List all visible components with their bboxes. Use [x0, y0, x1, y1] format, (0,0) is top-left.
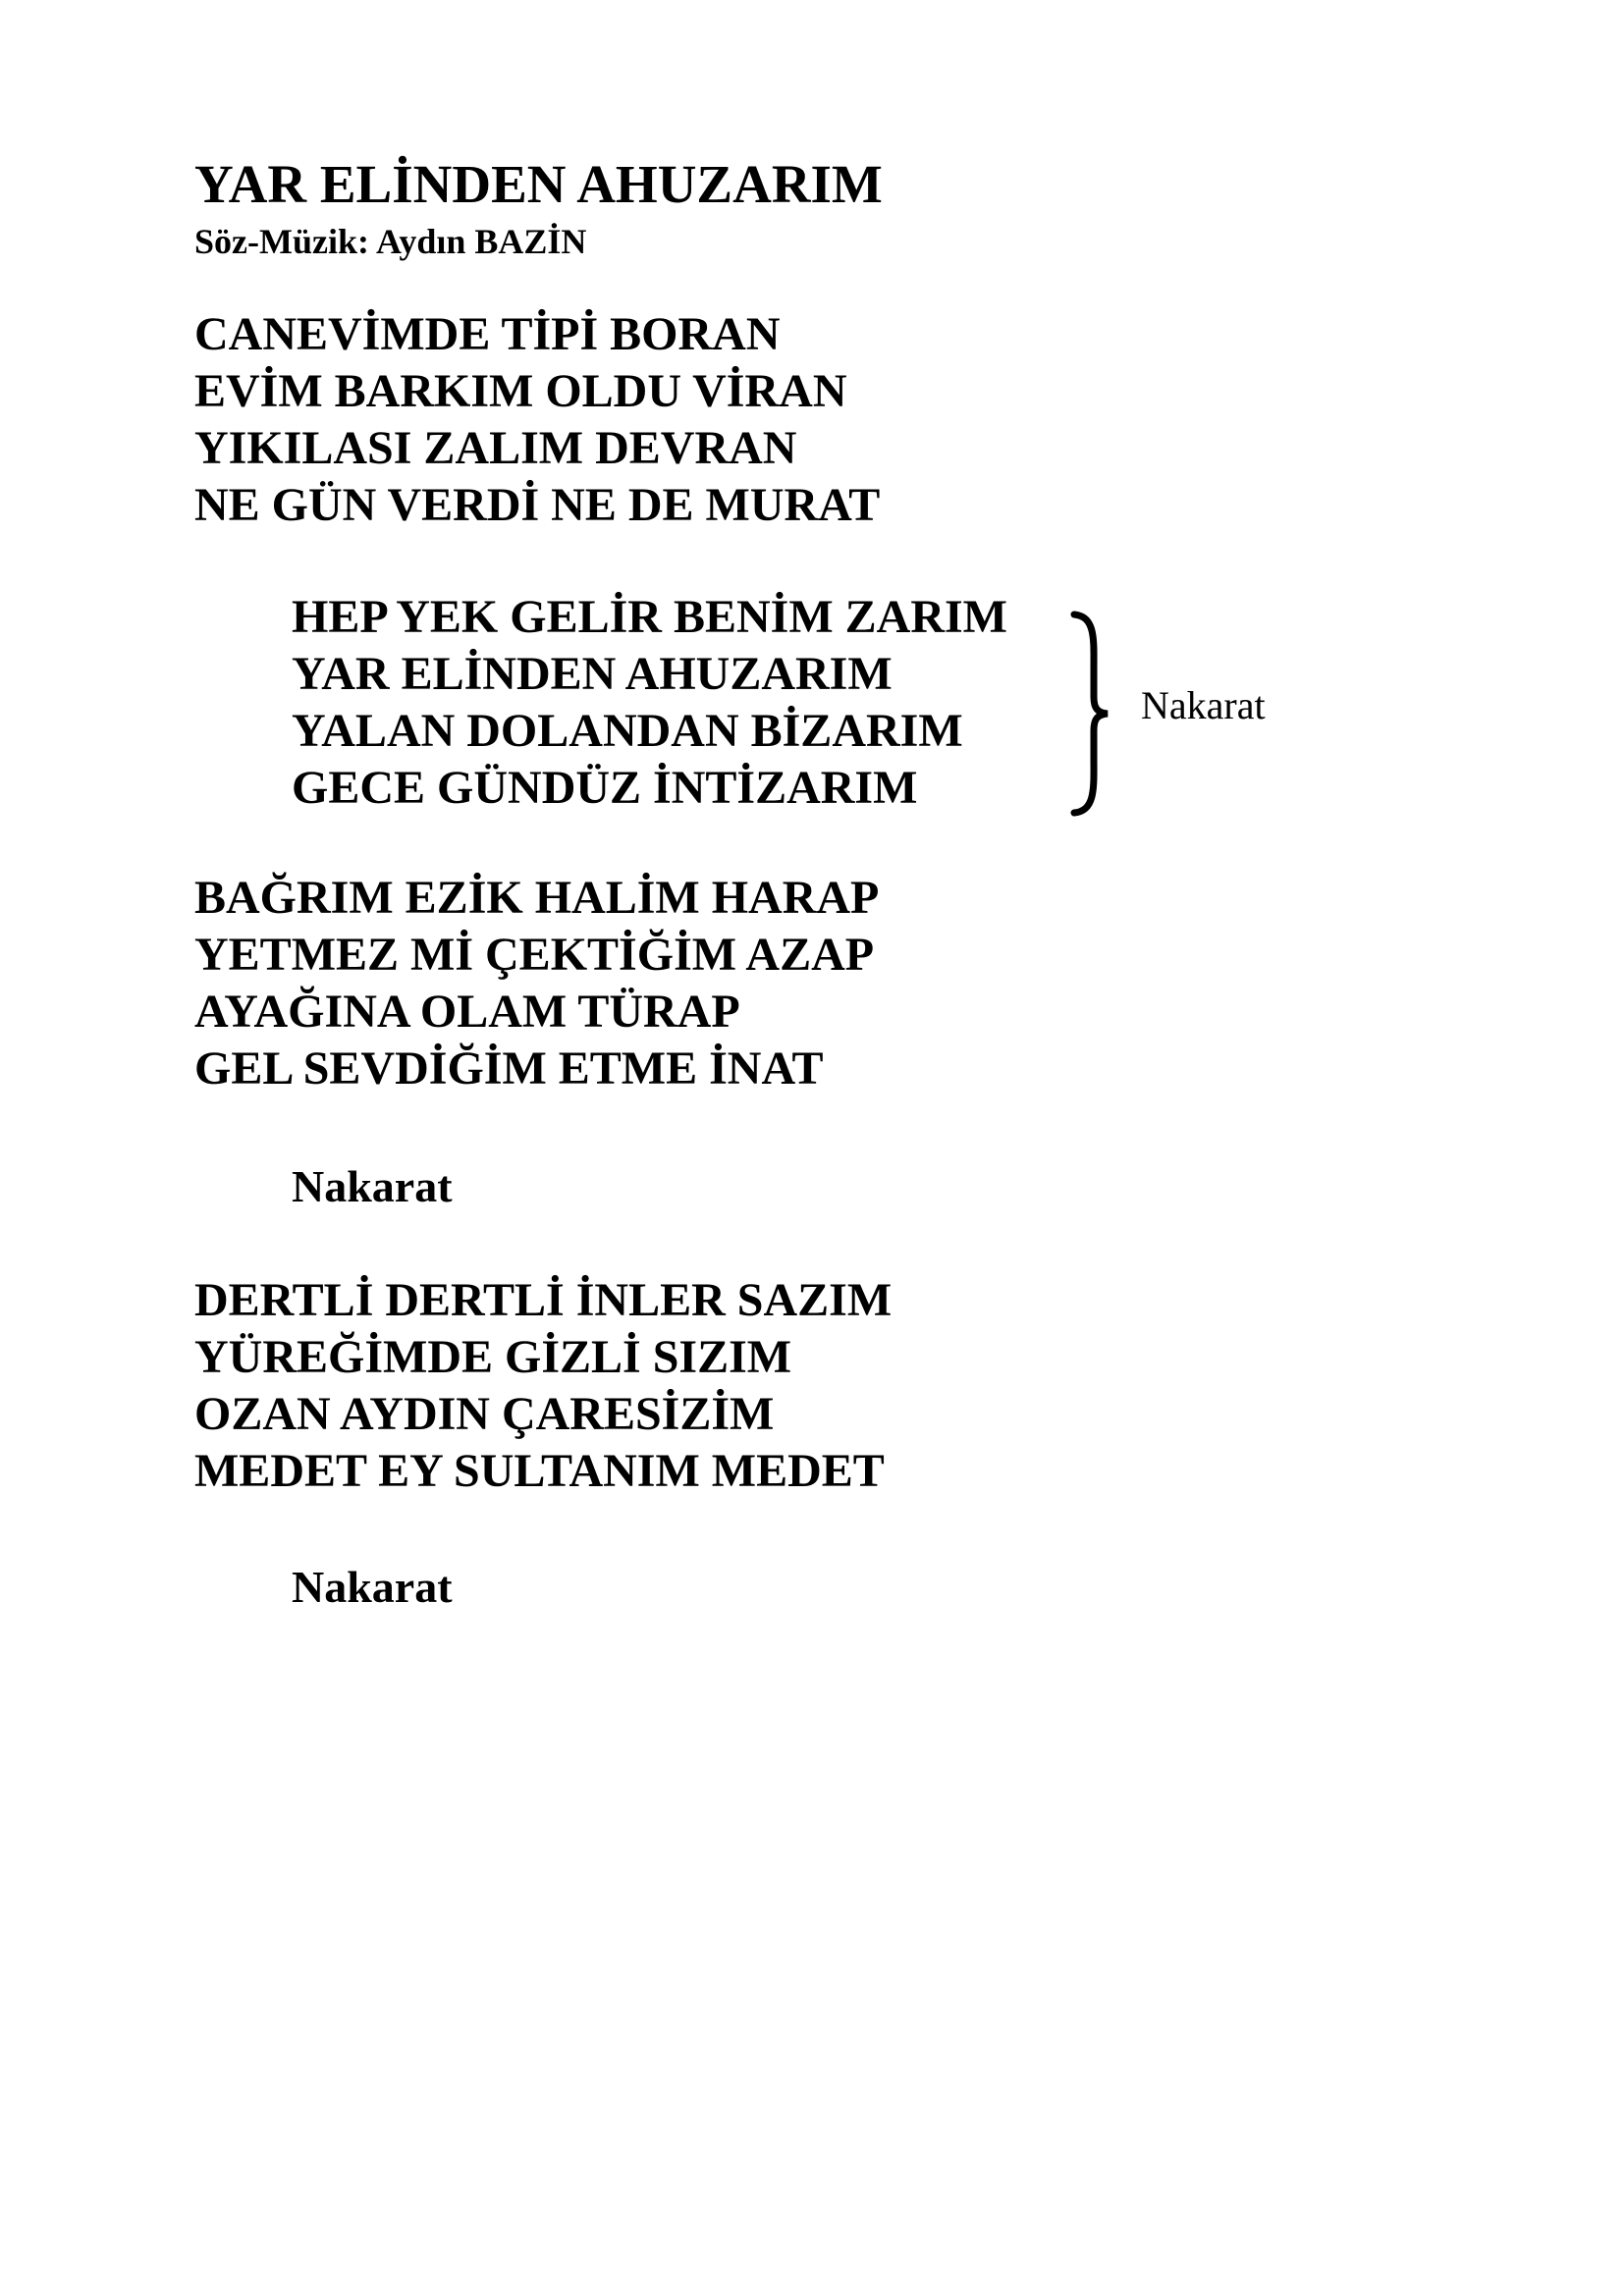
lyric-line: YIKILASI ZALIM DEVRAN [194, 422, 797, 474]
stanza-1 [194, 306, 880, 534]
stanza-3 [194, 1272, 892, 1500]
curly-brace-icon [1070, 611, 1110, 817]
refrain-block [292, 589, 1007, 817]
lyric-line: EVİM BARKIM OLDU VİRAN [194, 365, 847, 417]
lyric-line: NE GÜN VERDİ NE DE MURAT [194, 479, 881, 531]
refrain-label: Nakarat [1141, 683, 1266, 727]
refrain-line: HEP YEK GELİR BENİM ZARIM [292, 591, 1007, 643]
refrain-line: YAR ELİNDEN AHUZARIM [292, 648, 893, 700]
refrain-line: YALAN DOLANDAN BİZARIM [292, 705, 963, 757]
lyric-line: YETMEZ Mİ ÇEKTİĞİM AZAP [194, 929, 875, 981]
lyric-line: BAĞRIM EZİK HALİM HARAP [194, 872, 880, 924]
refrain-line: GECE GÜNDÜZ İNTİZARIM [292, 762, 918, 814]
lyric-line: AYAĞINA OLAM TÜRAP [194, 986, 740, 1038]
lyric-line: YÜREĞİMDE GİZLİ SIZIM [194, 1331, 792, 1383]
refrain-reference: Nakarat [292, 1562, 453, 1612]
song-title: YAR ELİNDEN AHUZARIM [194, 154, 883, 214]
refrain-reference: Nakarat [292, 1161, 453, 1211]
lyric-line: CANEVİMDE TİPİ BORAN [194, 308, 781, 360]
song-credit: Söz-Müzik: Aydın BAZİN [194, 222, 587, 261]
lyric-line: MEDET EY SULTANIM MEDET [194, 1445, 885, 1497]
lyric-line: DERTLİ DERTLİ İNLER SAZIM [194, 1274, 893, 1326]
lyric-line: GEL SEVDİĞİM ETME İNAT [194, 1042, 824, 1095]
stanza-2 [194, 870, 879, 1097]
lyric-line: OZAN AYDIN ÇARESİZİM [194, 1388, 775, 1440]
